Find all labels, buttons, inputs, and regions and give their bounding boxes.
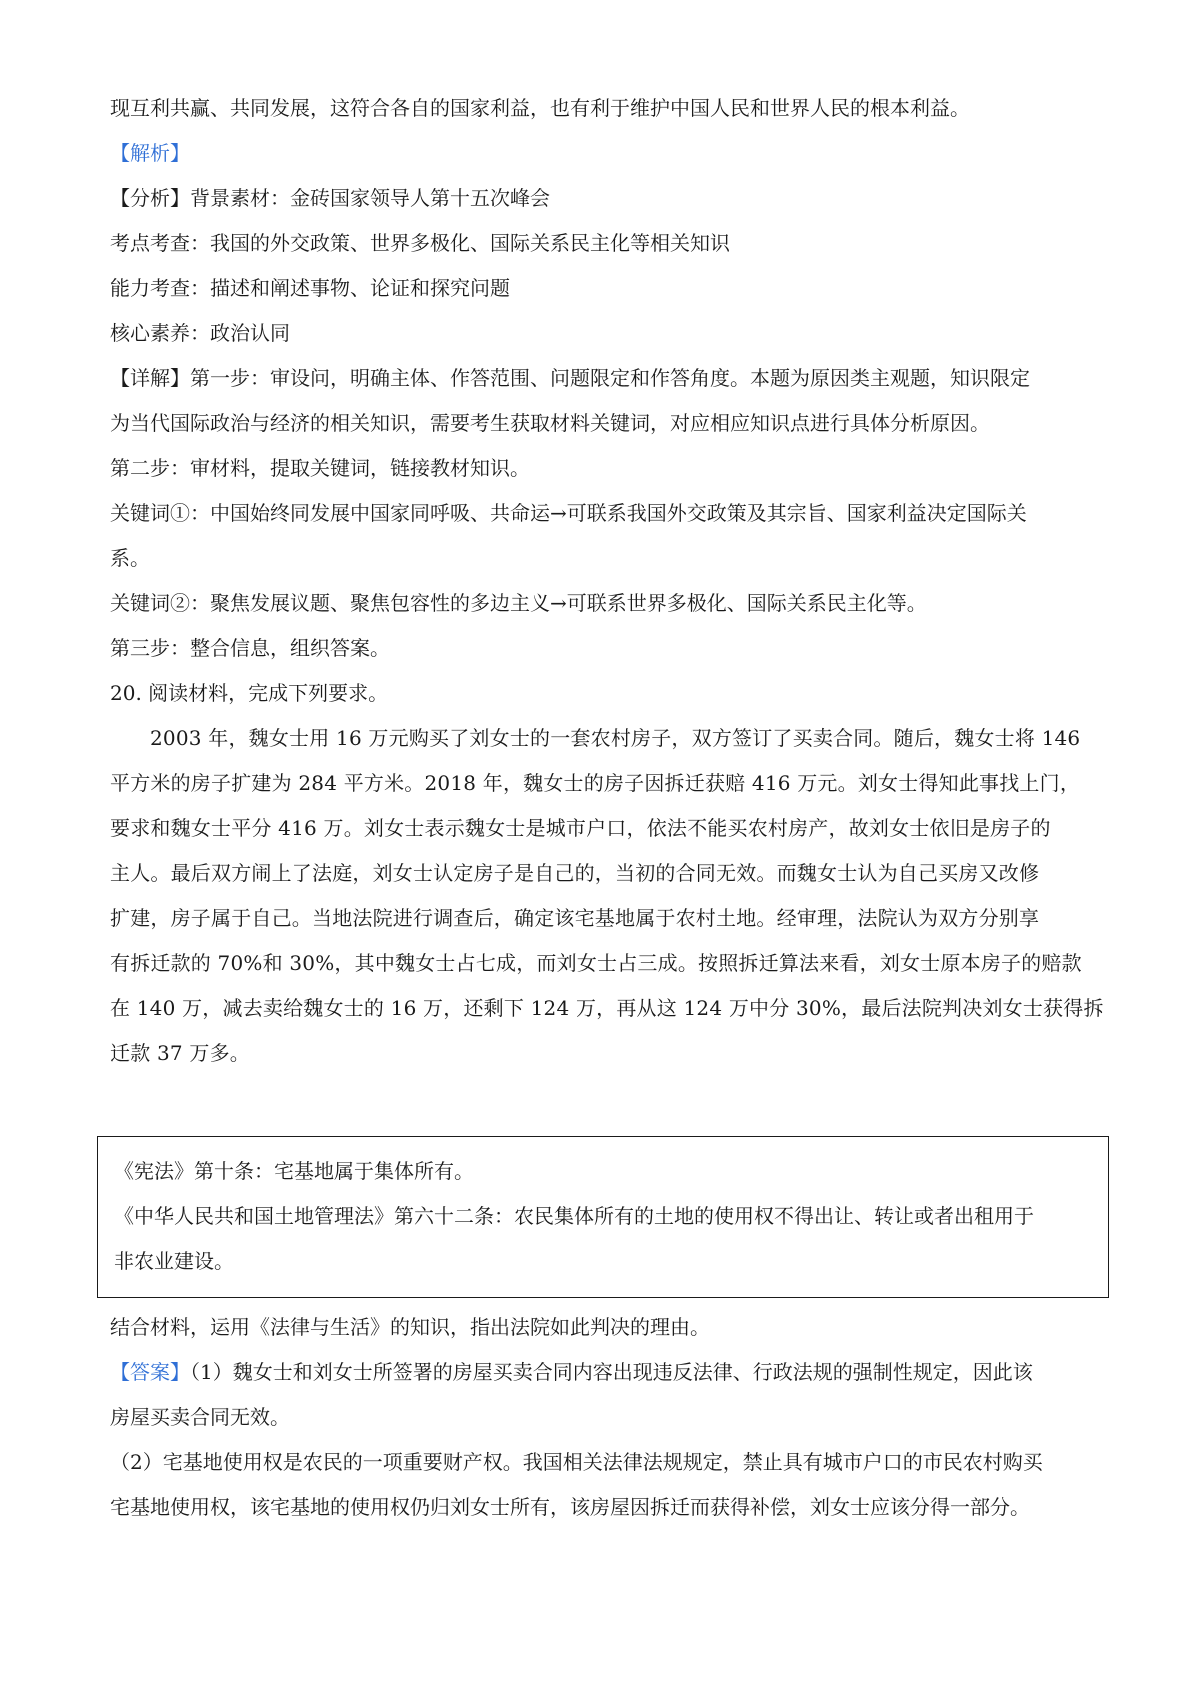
law-excerpt-line: 非农业建设。	[114, 1249, 234, 1273]
answer-text: （1）魏女士和刘女士所签署的房屋买卖合同内容出现违反法律、行政法规的强制性规定，因此该	[190, 1360, 1033, 1384]
question-title: 20. 阅读材料，完成下列要求。	[110, 681, 389, 705]
material-paragraph-line: 在 140 万，减去卖给魏女士的 16 万，还剩下 124 万，再从这 124 万中分 30%，最后法院判决刘女士获得拆	[110, 996, 1104, 1020]
material-paragraph-line: 扩建，房子属于自己。当地法院进行调查后，确定该宅基地属于农村土地。经审理，法院认为双方分别享	[110, 906, 1040, 930]
text-line: 关键词①：中国始终同发展中国家同呼吸、共命运→可联系我国外交政策及其宗旨、国家利益决定国际关	[110, 501, 1027, 525]
material-paragraph-line: 2003 年，魏女士用 16 万元购买了刘女士的一套农村房子，双方签订了买卖合同。随后，魏女士将 146	[150, 726, 1081, 750]
text-line: 【分析】背景素材：金砖国家领导人第十五次峰会	[110, 186, 550, 210]
text-line: 关键词②：聚焦发展议题、聚焦包容性的多边主义→可联系世界多极化、国际关系民主化等。	[110, 591, 927, 615]
text-line: 核心素养：政治认同	[110, 321, 290, 345]
text-line: 现互利共赢、共同发展，这符合各自的国家利益，也有利于维护中国人民和世界人民的根本利益。	[110, 96, 970, 120]
text-line: 第三步：整合信息，组织答案。	[110, 636, 390, 660]
answer-line: 宅基地使用权，该宅基地的使用权仍归刘女士所有，该房屋因拆迁而获得补偿，刘女士应该分得一部分。	[110, 1495, 1030, 1519]
answer-line: 房屋买卖合同无效。	[110, 1405, 290, 1429]
answer-line	[110, 1358, 1100, 1386]
text-line: 系。	[110, 546, 150, 570]
text-line: 【详解】第一步：审设问，明确主体、作答范围、问题限定和作答角度。本题为原因类主观题，知识限定	[110, 366, 1030, 390]
law-excerpt-line: 《宪法》第十条：宅基地属于集体所有。	[114, 1159, 474, 1183]
material-paragraph-line: 要求和魏女士平分 416 万。刘女士表示魏女士是城市户口，依法不能买农村房产，故刘女士依旧是房子的	[110, 816, 1051, 840]
question-prompt: 结合材料，运用《法律与生活》的知识，指出法院如此判决的理由。	[110, 1315, 710, 1339]
text-line: 第二步：审材料，提取关键词，链接教材知识。	[110, 456, 530, 480]
material-paragraph-line: 主人。最后双方闹上了法庭，刘女士认定房子是自己的，当初的合同无效。而魏女士认为自己买房又改修	[110, 861, 1040, 885]
text-line: 为当代国际政治与经济的相关知识，需要考生获取材料关键词，对应相应知识点进行具体分析原因。	[110, 411, 990, 435]
text-line: 考点考查：我国的外交政策、世界多极化、国际关系民主化等相关知识	[110, 231, 730, 255]
text-line: 能力考查：描述和阐述事物、论证和探究问题	[110, 276, 510, 300]
material-paragraph-line: 有拆迁款的 70%和 30%，其中魏女士占七成，而刘女士占三成。按照拆迁算法来看，刘女士原本房子的赔款	[110, 951, 1082, 975]
law-excerpt-line: 《中华人民共和国土地管理法》第六十二条：农民集体所有的土地的使用权不得出让、转让或者出租用于	[114, 1204, 1034, 1228]
law-excerpt-box	[97, 1136, 1109, 1298]
material-paragraph-line: 平方米的房子扩建为 284 平方米。2018 年，魏女士的房子因拆迁获赔 416 万元。刘女士得知此事找上门，	[110, 771, 1081, 795]
analysis-label: 【解析】	[110, 141, 190, 165]
answer-line: （2）宅基地使用权是农民的一项重要财产权。我国相关法律法规规定，禁止具有城市户口的市民农村购买	[110, 1450, 1043, 1474]
material-paragraph-line: 迁款 37 万多。	[110, 1041, 250, 1065]
answer-label: 【答案】	[110, 1360, 190, 1384]
